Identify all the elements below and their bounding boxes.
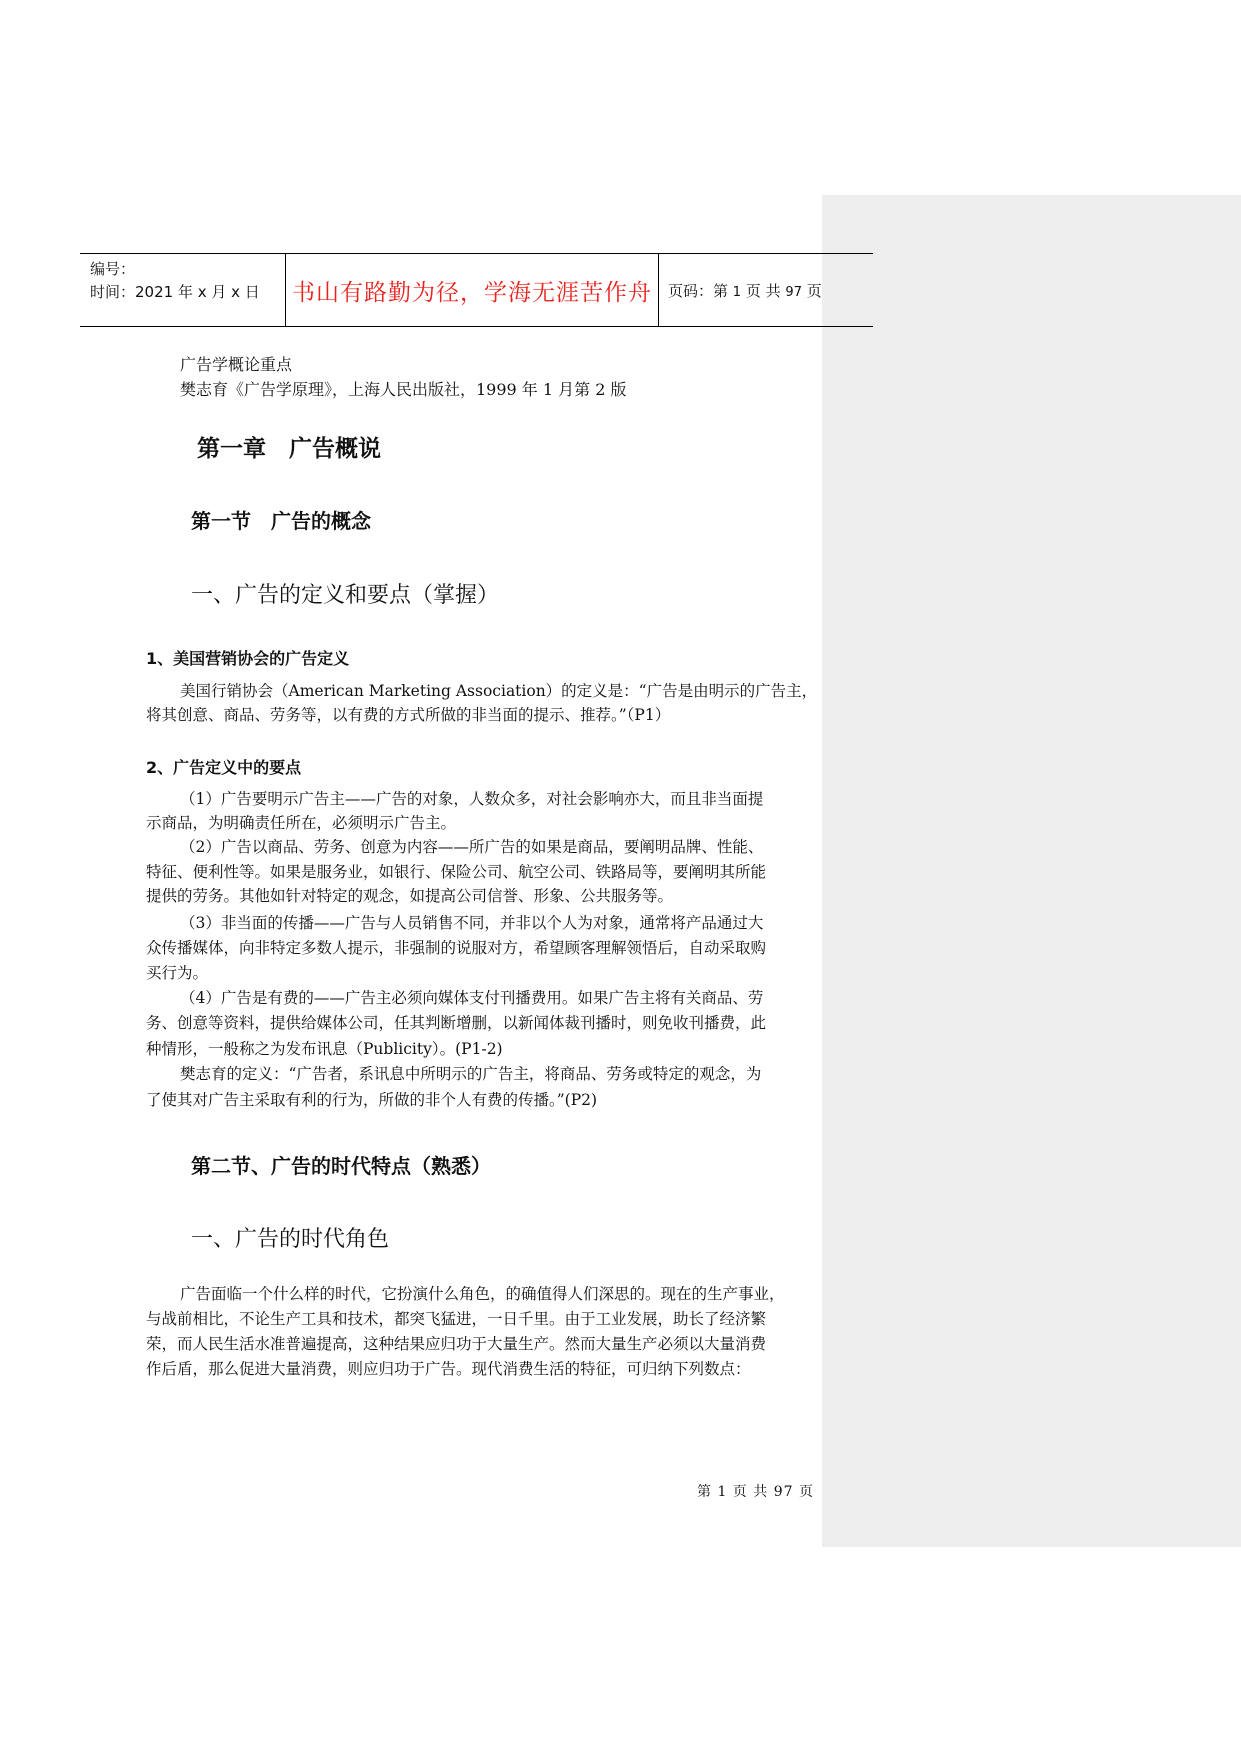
comment-margin-panel — [822, 195, 1241, 1547]
header-left — [90, 258, 260, 304]
page-total: 97 — [785, 285, 802, 300]
time-label: 时间：2021 年 x 月 x 日 — [90, 283, 260, 301]
page-prefix: 页码：第 — [668, 282, 729, 300]
page-footer: 第 1 页 共 97 页 — [697, 1484, 814, 1500]
paragraph-line: 提供的劳务。其他如针对特定的观念，如提高公司信誉、形象、公共服务等。 — [146, 887, 674, 905]
page-counter — [668, 280, 822, 301]
section-heading-2: 第二节、广告的时代特点（熟悉） — [191, 1154, 491, 1178]
paragraph-line: 与战前相比，不论生产工具和技术，都突飞猛进，一日千里。由于工业发展，助长了经济繁 — [146, 1310, 767, 1328]
paragraph-line: 众传播媒体，向非特定多数人提示，非强制的说服对方，希望顾客理解领悟后，自动采取购 — [146, 939, 767, 957]
paragraph-line: 种情形，一般称之为发布讯息（Publicity）。(P1-2) — [146, 1040, 503, 1058]
motto-text: 书山有路勤为径，学海无涯苦作舟 — [292, 279, 652, 306]
subsection-heading-2: 一、广告的时代角色 — [191, 1227, 390, 1252]
motto-box — [285, 254, 659, 326]
subsection-heading-1: 一、广告的定义和要点（掌握） — [191, 583, 500, 608]
page-number: 1 — [732, 285, 742, 300]
paragraph-line: 示商品，为明确责任所在，必须明示广告主。 — [146, 814, 457, 832]
page-header — [80, 253, 873, 327]
paragraph-line: 作后盾，那么促进大量消费，则应归功于广告。现代消费生活的特征，可归纳下列数点： — [146, 1360, 751, 1378]
page-suffix: 页 — [806, 282, 822, 300]
paragraph-line: 特征、便利性等。如果是服务业，如银行、保险公司、航空公司、铁路局等，要阐明其所能 — [146, 863, 767, 881]
paragraph-line: 务、创意等资料，提供给媒体公司，任其判断增删，以新闻体裁刊播时，则免收刊播费，此 — [146, 1014, 767, 1032]
doc-source: 樊志育《广告学原理》，上海人民出版社，1999 年 1 月第 2 版 — [180, 380, 627, 399]
paragraph-line: 樊志育的定义：“广告者，系讯息中所明示的广告主，将商品、劳务或特定的观念，为 — [180, 1065, 762, 1083]
paragraph-line: （3）非当面的传播——广告与人员销售不同，并非以个人为对象，通常将产品通过大 — [180, 914, 764, 932]
paragraph-line: 了使其对广告主采取有利的行为，所做的非个人有费的传播。”(P2) — [146, 1091, 598, 1109]
paragraph-line: 买行为。 — [146, 964, 209, 982]
paragraph-line: 荣，而人民生活水准普遍提高，这种结果应归功于大量生产。然而大量生产必须以大量消费 — [146, 1335, 767, 1353]
paragraph-line: 美国行销协会（American Marketing Association）的定义是：“广告是由明示的广告主， — [180, 682, 818, 700]
number-label: 编号： — [90, 260, 136, 278]
paragraph-line: （1）广告要明示广告主——广告的对象，人数众多，对社会影响亦大，而且非当面提 — [180, 790, 764, 808]
point-heading-1: 1、美国营销协会的广告定义 — [146, 649, 350, 668]
point-heading-2: 2、广告定义中的要点 — [146, 758, 302, 777]
chapter-heading: 第一章 广告概说 — [197, 436, 381, 462]
section-heading-1: 第一节 广告的概念 — [191, 509, 371, 533]
page-mid: 页 共 — [745, 282, 781, 300]
paragraph-line: （4）广告是有费的——广告主必须向媒体支付刊播费用。如果广告主将有关商品、劳 — [180, 989, 764, 1007]
doc-title: 广告学概论重点 — [180, 355, 293, 374]
paragraph-line: （2）广告以商品、劳务、创意为内容——所广告的如果是商品，要阐明品牌、性能、 — [180, 838, 764, 856]
paragraph-line: 将其创意、商品、劳务等，以有费的方式所做的非当面的提示、推荐。”（P1） — [146, 706, 671, 724]
paragraph-line: 广告面临一个什么样的时代，它扮演什么角色，的确值得人们深思的。现在的生产事业， — [180, 1285, 785, 1303]
